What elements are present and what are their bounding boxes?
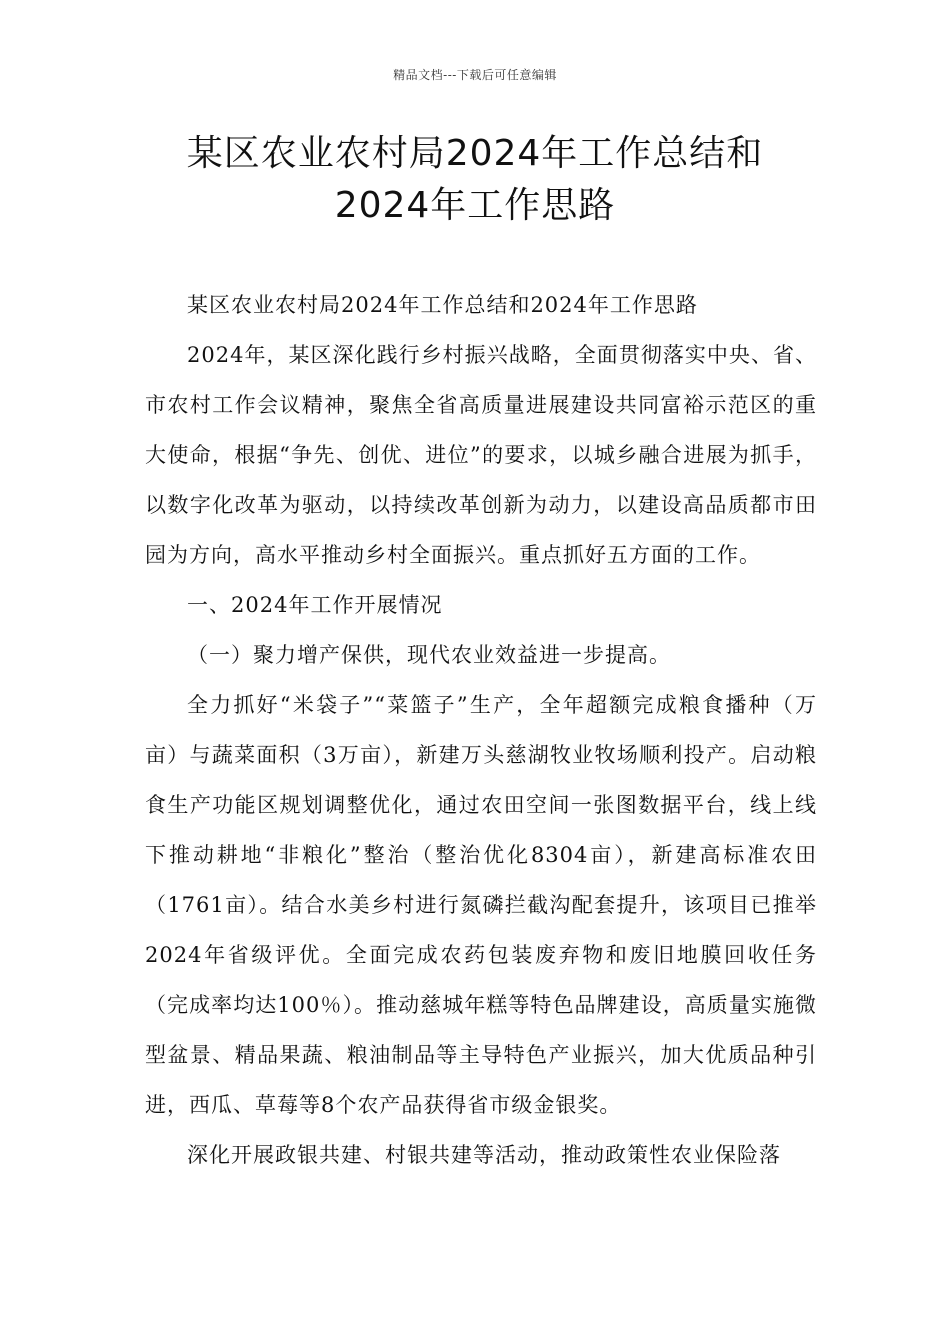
paragraph-subtitle: 某区农业农村局2024年工作总结和2024年工作思路 [187,293,698,317]
document-title [100,128,850,232]
paragraph-intro: 2024年，某区深化践行乡村振兴战略，全面贯彻落实中央、省、市农村工作会议精神，聚焦全省高质量进展建设共同富裕示范区的重大使命，根据“争先、创优、进位”的要求，以城乡融合进展为抓手，以数字化改革为驱动，以持续改革创新为动力，以建设高品质都市田园为方向，高水平推动乡村全面振兴。重点抓好五方面的工作。 [145,343,817,567]
section-heading-1: 一、2024年工作开展情况 [187,593,443,617]
paragraph-production: 全力抓好“米袋子”“菜篮子”生产，全年超额完成粮食播种（万亩）与蔬菜面积（3万亩），新建万头慈湖牧业牧场顺利投产。启动粮食生产功能区规划调整优化，通过农田空间一张图数据平台，线上线下推动耕地“非粮化”整治（整治优化8304亩），新建高标准农田（1761亩）。结合水美乡村进行氮磷拦截沟配套提升，该项目已推举2024年省级评优。全面完成农药包装废弃物和废旧地膜回收任务（完成率均达100％）。推动慈城年糕等特色品牌建设，高质量实施微型盆景、精品果蔬、粮油制品等主导特色产业振兴，加大优质品种引进，西瓜、草莓等8个农产品获得省市级金银奖。 [145,693,817,1117]
paragraph-insurance: 深化开展政银共建、村银共建等活动，推动政策性农业保险落 [187,1143,781,1167]
title-line-2: 2024年工作思路 [334,185,616,226]
title-line-1: 某区农业农村局2024年工作总结和 [186,133,764,174]
document-body [145,280,817,1180]
page-header-watermark: 精品文档---下载后可任意编辑 [393,68,557,82]
subsection-heading-1: （一）聚力增产保供，现代农业效益进一步提高。 [187,643,671,667]
